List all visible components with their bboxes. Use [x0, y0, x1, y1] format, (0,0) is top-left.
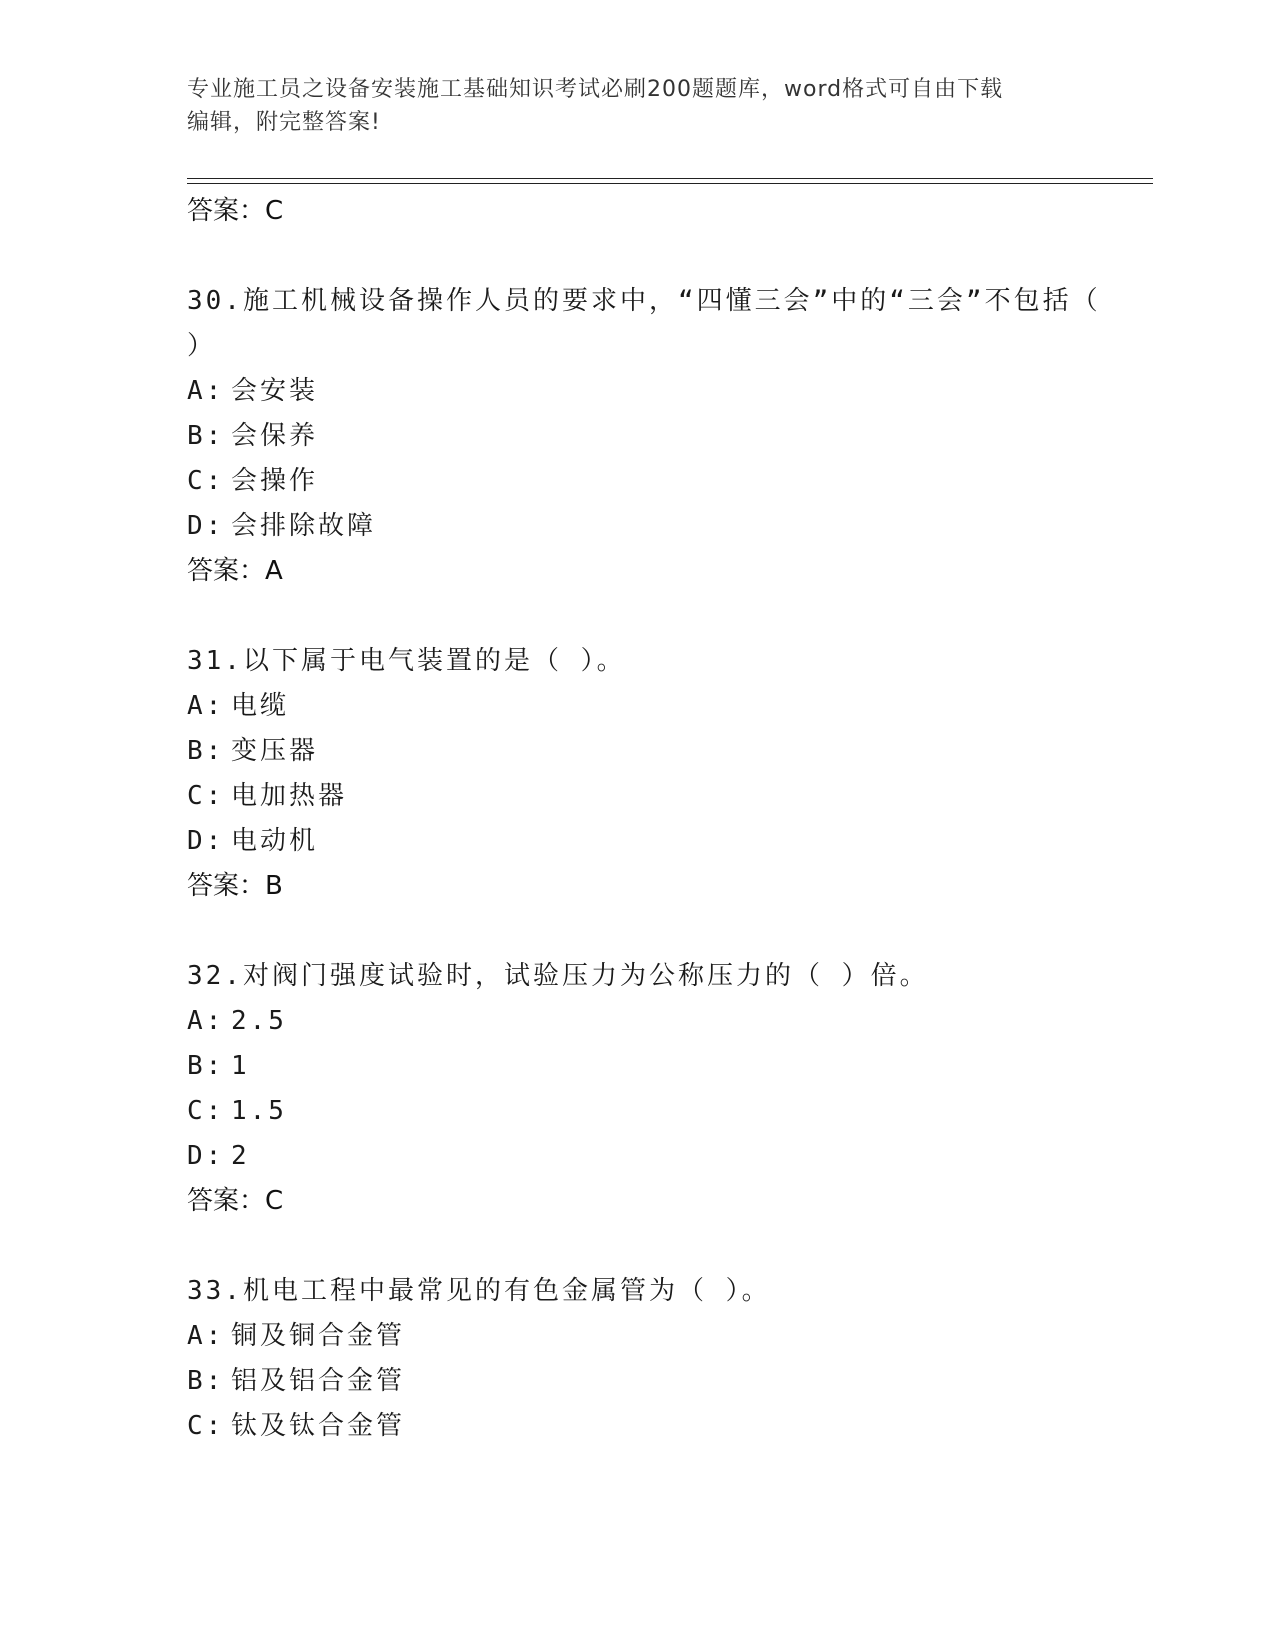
option-d — [187, 504, 1107, 549]
option-label: A: — [187, 691, 225, 721]
question-text: 32.对阀门强度试验时，试验压力为公称压力的（ ）倍。 — [187, 961, 929, 991]
option-text: 2.5 — [231, 1006, 287, 1036]
question-text: 31.以下属于电气装置的是（ ）。 — [187, 646, 626, 676]
question-text: 30.施工机械设备操作人员的要求中，“四懂三会”中的“三会”不包括（ ） — [187, 286, 1101, 361]
question-text: 33.机电工程中最常见的有色金属管为（ ）。 — [187, 1276, 771, 1306]
option-d — [187, 1134, 1107, 1179]
option-text: 钛及钛合金管 — [231, 1411, 406, 1441]
option-c — [187, 459, 1107, 504]
question-30 — [187, 279, 1107, 594]
option-text: 会排除故障 — [231, 511, 377, 541]
document-header — [187, 73, 1067, 139]
option-b — [187, 414, 1107, 459]
option-label: C: — [187, 1411, 225, 1441]
header-divider-bottom — [187, 183, 1153, 184]
option-c — [187, 1089, 1107, 1134]
option-text: 1 — [231, 1051, 250, 1081]
header-divider-top — [187, 178, 1153, 179]
option-b — [187, 1044, 1107, 1089]
question-list — [187, 189, 1107, 1449]
option-a — [187, 684, 1107, 729]
header-line-1: 专业施工员之设备安装施工基础知识考试必刷200题题库，word格式可自由下载 — [187, 77, 1004, 102]
option-label: A: — [187, 1321, 225, 1351]
option-text: 1.5 — [231, 1096, 287, 1126]
spacer — [187, 594, 1107, 639]
option-a — [187, 999, 1107, 1044]
option-d — [187, 819, 1107, 864]
answer: 答案：C — [187, 1186, 284, 1216]
option-label: D: — [187, 511, 225, 541]
option-text: 电动机 — [231, 826, 319, 856]
option-label: C: — [187, 466, 225, 496]
option-c — [187, 1404, 1107, 1449]
option-a — [187, 1314, 1107, 1359]
question-31 — [187, 639, 1107, 909]
answer: 答案：A — [187, 556, 283, 586]
spacer — [187, 1224, 1107, 1269]
option-text: 变压器 — [231, 736, 319, 766]
option-label: B: — [187, 1051, 225, 1081]
option-c — [187, 774, 1107, 819]
option-label: D: — [187, 1141, 225, 1171]
option-label: C: — [187, 781, 225, 811]
option-text: 铝及铝合金管 — [231, 1366, 406, 1396]
option-label: A: — [187, 1006, 225, 1036]
option-text: 铜及铜合金管 — [231, 1321, 406, 1351]
option-text: 电缆 — [231, 691, 290, 721]
option-a — [187, 369, 1107, 414]
option-label: B: — [187, 1366, 225, 1396]
option-label: B: — [187, 421, 225, 451]
answer: 答案：B — [187, 871, 283, 901]
option-text: 2 — [231, 1141, 250, 1171]
option-label: B: — [187, 736, 225, 766]
spacer — [187, 909, 1107, 954]
spacer — [187, 234, 1107, 279]
option-text: 会操作 — [231, 466, 319, 496]
header-line-2: 编辑，附完整答案! — [187, 110, 381, 135]
question-32 — [187, 954, 1107, 1224]
option-label: D: — [187, 826, 225, 856]
option-text: 电加热器 — [231, 781, 348, 811]
option-text: 会保养 — [231, 421, 319, 451]
option-label: A: — [187, 376, 225, 406]
answer-previous: 答案：C — [187, 196, 284, 226]
option-b — [187, 1359, 1107, 1404]
question-33 — [187, 1269, 1107, 1449]
option-b — [187, 729, 1107, 774]
option-text: 会安装 — [231, 376, 319, 406]
option-label: C: — [187, 1096, 225, 1126]
